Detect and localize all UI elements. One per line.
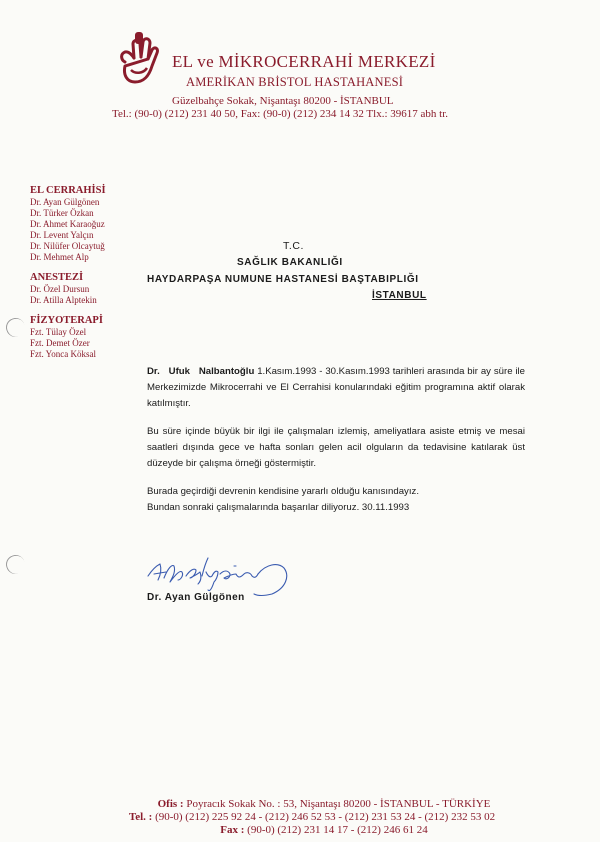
recipient-city: İSTANBUL bbox=[372, 290, 427, 301]
footer-fax-numbers: (90-0) (212) 231 14 17 - (212) 246 61 24 bbox=[247, 824, 428, 836]
footer-fax-label: Fax : bbox=[220, 824, 245, 836]
footer-office bbox=[24, 798, 600, 810]
body-paragraph-2: Bu süre içinde büyük bir ilgi ile çalışmaları izlemiş, ameliyatlara asiste etmiş ve mesai saatleri dışında gece ve hafta sonları gelen acil olguların da tedavisine katılarak üst düzeyde bir çalışma örneği göstermiştir. bbox=[147, 426, 525, 469]
staff-member: Dr. Türker Özkan bbox=[30, 208, 94, 218]
staff-member: Dr. Nilüfer Olcaytuğ bbox=[30, 241, 105, 251]
staff-member: Dr. Ahmet Karaoğuz bbox=[30, 219, 105, 229]
footer-fax bbox=[24, 824, 600, 836]
staff-group-physiotherapy bbox=[30, 314, 150, 360]
staff-member: Dr. Ayan Gülgönen bbox=[30, 197, 100, 207]
staff-group-anesthesia bbox=[30, 271, 150, 306]
recipient-line-3: HAYDARPAŞA NUMUNE HASTANESİ BAŞTABIPLIĞI bbox=[147, 274, 419, 285]
body-paragraph-3 bbox=[147, 484, 525, 516]
staff-heading: EL CERRAHİSİ bbox=[30, 185, 106, 196]
footer-office-address: Poyracık Sokak No. : 53, Nişantaşı 80200 - İSTANBUL - TÜRKİYE bbox=[186, 798, 491, 810]
organization-subname: AMERİKAN BRİSTOL HASTAHANESİ bbox=[186, 75, 404, 89]
footer-tel-label: Tel. : bbox=[128, 811, 153, 823]
staff-member: Fzt. Tülay Özel bbox=[30, 327, 87, 337]
hole-punch-mark bbox=[3, 552, 27, 576]
footer-tel-numbers: (90-0) (212) 225 92 24 - (212) 246 52 53 - (212) 231 53 24 - (212) 232 53 02 bbox=[155, 811, 496, 823]
staff-member: Fzt. Yonca Köksal bbox=[30, 349, 97, 359]
staff-member: Dr. Atilla Alptekin bbox=[30, 295, 97, 305]
recipient-line-2: SAĞLIK BAKANLIĞI bbox=[237, 257, 343, 268]
staff-member: Dr. Özel Dursun bbox=[30, 284, 90, 294]
paragraph-line: Bundan sonraki çalışmalarında başarılar diliyoruz. 30.11.1993 bbox=[147, 502, 410, 513]
organization-address: Güzelbahçe Sokak, Nişantaşı 80200 - İSTANBUL bbox=[172, 95, 394, 107]
staff-heading: ANESTEZİ bbox=[30, 272, 84, 283]
staff-member: Dr. Levent Yalçın bbox=[30, 230, 94, 240]
signer-name: Dr. Ayan Gülgönen bbox=[147, 592, 245, 603]
staff-member: Fzt. Demet Özer bbox=[30, 338, 90, 348]
footer-office-label: Ofis : bbox=[157, 798, 184, 810]
trainee-name: Dr. Ufuk Nalbantoğlu bbox=[147, 366, 255, 377]
body-paragraph-1 bbox=[147, 364, 525, 412]
paragraph-line: Burada geçirdiği devrenin kendisine yararlı olduğu kanısındayız. bbox=[147, 486, 419, 497]
organization-phone: Tel.: (90-0) (212) 231 40 50, Fax: (90-0) (212) 234 14 32 Tlx.: 39617 abh tr. bbox=[112, 108, 449, 120]
hole-punch-mark bbox=[3, 315, 27, 339]
hand-logo-icon bbox=[117, 30, 163, 88]
footer-tel bbox=[12, 811, 600, 823]
staff-member: Dr. Mehmet Alp bbox=[30, 252, 89, 262]
staff-heading: FİZYOTERAPİ bbox=[30, 315, 103, 326]
organization-name: EL ve MİKROCERRAHİ MERKEZİ bbox=[172, 52, 436, 71]
paragraph-text: 1.Kasım.1993 - 30.Kasım.1993 tarihleri arasında bir ay süre ile Merkezimizde Mikrocerrahi ve El Cerrahisi konularındaki eğitim programına aktif olarak katılmıştır. bbox=[147, 366, 526, 409]
staff-list bbox=[30, 184, 150, 368]
staff-group-hand-surgery bbox=[30, 184, 150, 263]
recipient-line-1: T.C. bbox=[283, 240, 305, 252]
